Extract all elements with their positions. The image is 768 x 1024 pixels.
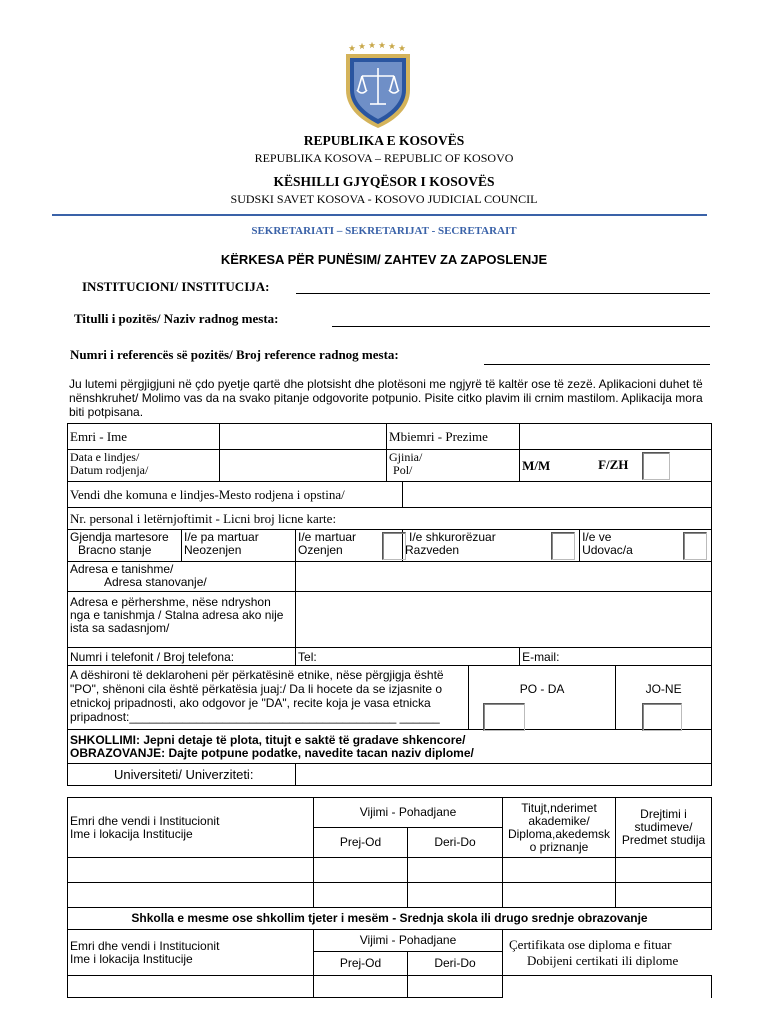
- institution-input-line[interactable]: [296, 293, 710, 294]
- reference-label: Numri i referencës së pozitës/ Broj reference radnog mesta:: [70, 347, 399, 362]
- direction-header: Drejtimi i studimeve/ Predmet studija: [616, 798, 712, 858]
- secretariat-title: SEKRETARIATI – SEKRETARIJAT - SECRETARAIT: [251, 225, 517, 237]
- from-header: Prej-Od: [314, 828, 408, 858]
- current-address-field[interactable]: [296, 562, 712, 592]
- surname-label: Mbiemri - Prezime: [387, 424, 520, 450]
- secondary-from-header: Prej-Od: [314, 952, 408, 976]
- reference-input-line[interactable]: [484, 364, 710, 365]
- marital-label: Gjendja martesore Bracno stanje: [68, 530, 182, 562]
- council-subtitle: SUDSKI SAVET KOSOVA - KOSOVO JUDICIAL COUNCIL: [230, 192, 538, 206]
- table-row[interactable]: [68, 883, 314, 908]
- widowed-option[interactable]: I/e ve Udovac/a: [580, 530, 712, 562]
- male-label: M/M: [522, 458, 551, 473]
- institution-label: INSTITUCIONI/ INSTITUCIJA:: [82, 279, 270, 294]
- divorced-checkbox[interactable]: [551, 532, 575, 560]
- republic-subtitle: REPUBLIKA KOSOVA – REPUBLIC OF KOSOVO: [254, 151, 514, 165]
- current-address-label: Adresa e tanishme/ Adresa stanovanje/: [68, 562, 296, 592]
- dob-field[interactable]: [220, 450, 387, 482]
- email-label: E-mail:: [520, 648, 712, 666]
- council-title: KËSHILLI GJYQËSOR I KOSOVËS: [273, 174, 495, 189]
- republic-title: REPUBLIKA E KOSOVËS: [303, 133, 465, 148]
- position-title-input-line[interactable]: [332, 326, 710, 327]
- surname-field[interactable]: [520, 424, 712, 450]
- university-field[interactable]: [296, 764, 712, 786]
- titles-header: Titujt,nderimet akademike/ Diploma,akedemsk o priznanje: [503, 798, 616, 858]
- ethnicity-no-checkbox[interactable]: [642, 703, 682, 731]
- widowed-checkbox[interactable]: [683, 532, 707, 560]
- secondary-school-header: Shkolla e mesme ose shkollim tjeter i mesëm - Srednja skola ili drugo srednje obrazovanje: [68, 908, 712, 930]
- ethnicity-yes-checkbox[interactable]: [483, 703, 525, 731]
- dob-label: Data e lindjes/ Datum rodjenja/: [68, 450, 220, 482]
- divorced-option[interactable]: I/e shkurorëzuar Razveden: [403, 530, 580, 562]
- attendance-header: Vijimi - Pohadjane: [314, 798, 503, 828]
- form-title: KËRKESA PËR PUNËSIM/ ZAHTEV ZA ZAPOSLENJE: [220, 252, 548, 267]
- position-title-label: Titulli i pozitës/ Naziv radnog mesta:: [74, 311, 279, 326]
- female-label: F/ZH: [598, 457, 629, 472]
- ethnicity-no[interactable]: JO-NE: [616, 666, 712, 730]
- permanent-address-label: Adresa e përhershme, nëse ndryshon nga e tanishmja / Stalna adresa ako nije ista sa sadasnjom/: [68, 592, 296, 648]
- application-form-table: [67, 423, 712, 786]
- ethnicity-question: A dëshironi të deklaroheni për përkatësinë etnike, nëse përgjigja është "PO", shënoni cila është përkatësia juaj:/ Da li hocete da se izjasnite o etnickoj pripadnosti, ako odgovor je "DA", recite koja je vasa etnicka pripadnost:________________________________________ ______: [68, 666, 469, 730]
- gender-checkbox[interactable]: [642, 452, 670, 480]
- secondary-to-header: Deri-Do: [408, 952, 503, 976]
- id-number-label: Nr. personal i letërnjoftimit - Licni broj licne karte:: [68, 508, 712, 530]
- to-header: Deri-Do: [408, 828, 503, 858]
- married-option[interactable]: I/e martuar Ozenjen: [296, 530, 403, 562]
- name-label: Emri - Ime: [68, 424, 220, 450]
- university-label: Universiteti/ Univerziteti:: [68, 764, 296, 786]
- kosovo-judicial-emblem: [340, 38, 416, 130]
- secondary-institution-header: Emri dhe vendi i Institucionit Ime i lokacija Institucije: [68, 930, 314, 976]
- phone-label: Numri i telefonit / Broj telefona:: [68, 648, 296, 666]
- single-option[interactable]: I/e pa martuar Neozenjen: [182, 530, 296, 562]
- ethnicity-yes[interactable]: PO - DA: [469, 666, 616, 730]
- certificate-header: Çertifikata ose diploma e fituar Dobijeni certikati ili diplome: [503, 930, 712, 976]
- instructions-text: Ju lutemi përgjigjuni në çdo pyetje qartë dhe plotsisht dhe plotësoni me ngjyrë të kaltër ose të zezë. Aplikacioni duhet të nënshkruhet/ Molimo vas da na svako pitanje odgovorite potpunio. Pisite citko plavim ili crnim mastilom. Aplikacija mora biti potpisana.: [69, 377, 703, 419]
- name-field[interactable]: [220, 424, 387, 450]
- tel-label: Tel:: [296, 648, 520, 666]
- header-divider: [52, 214, 707, 216]
- table-row[interactable]: [68, 976, 314, 998]
- education-header: SHKOLLIMI: Jepni detaje të plota, titujt e saktë të gradave shkencore/ OBRAZOVANJE: Dajte potpune podatke, navedite tacan naziv diplome/: [68, 730, 712, 764]
- institution-name-header: Emri dhe vendi i Institucionit Ime i lokacija Institucije: [68, 798, 314, 858]
- gender-label: Gjinia/ Pol/: [387, 450, 520, 482]
- permanent-address-field[interactable]: [296, 592, 712, 648]
- education-table: [67, 797, 712, 998]
- secondary-attendance-header: Vijimi - Pohadjane: [314, 930, 503, 952]
- birthplace-field[interactable]: [403, 482, 712, 508]
- birthplace-label: Vendi dhe komuna e lindjes-Mesto rodjena i opstina/: [68, 482, 403, 508]
- table-row[interactable]: [68, 858, 314, 883]
- gender-options: [520, 450, 712, 482]
